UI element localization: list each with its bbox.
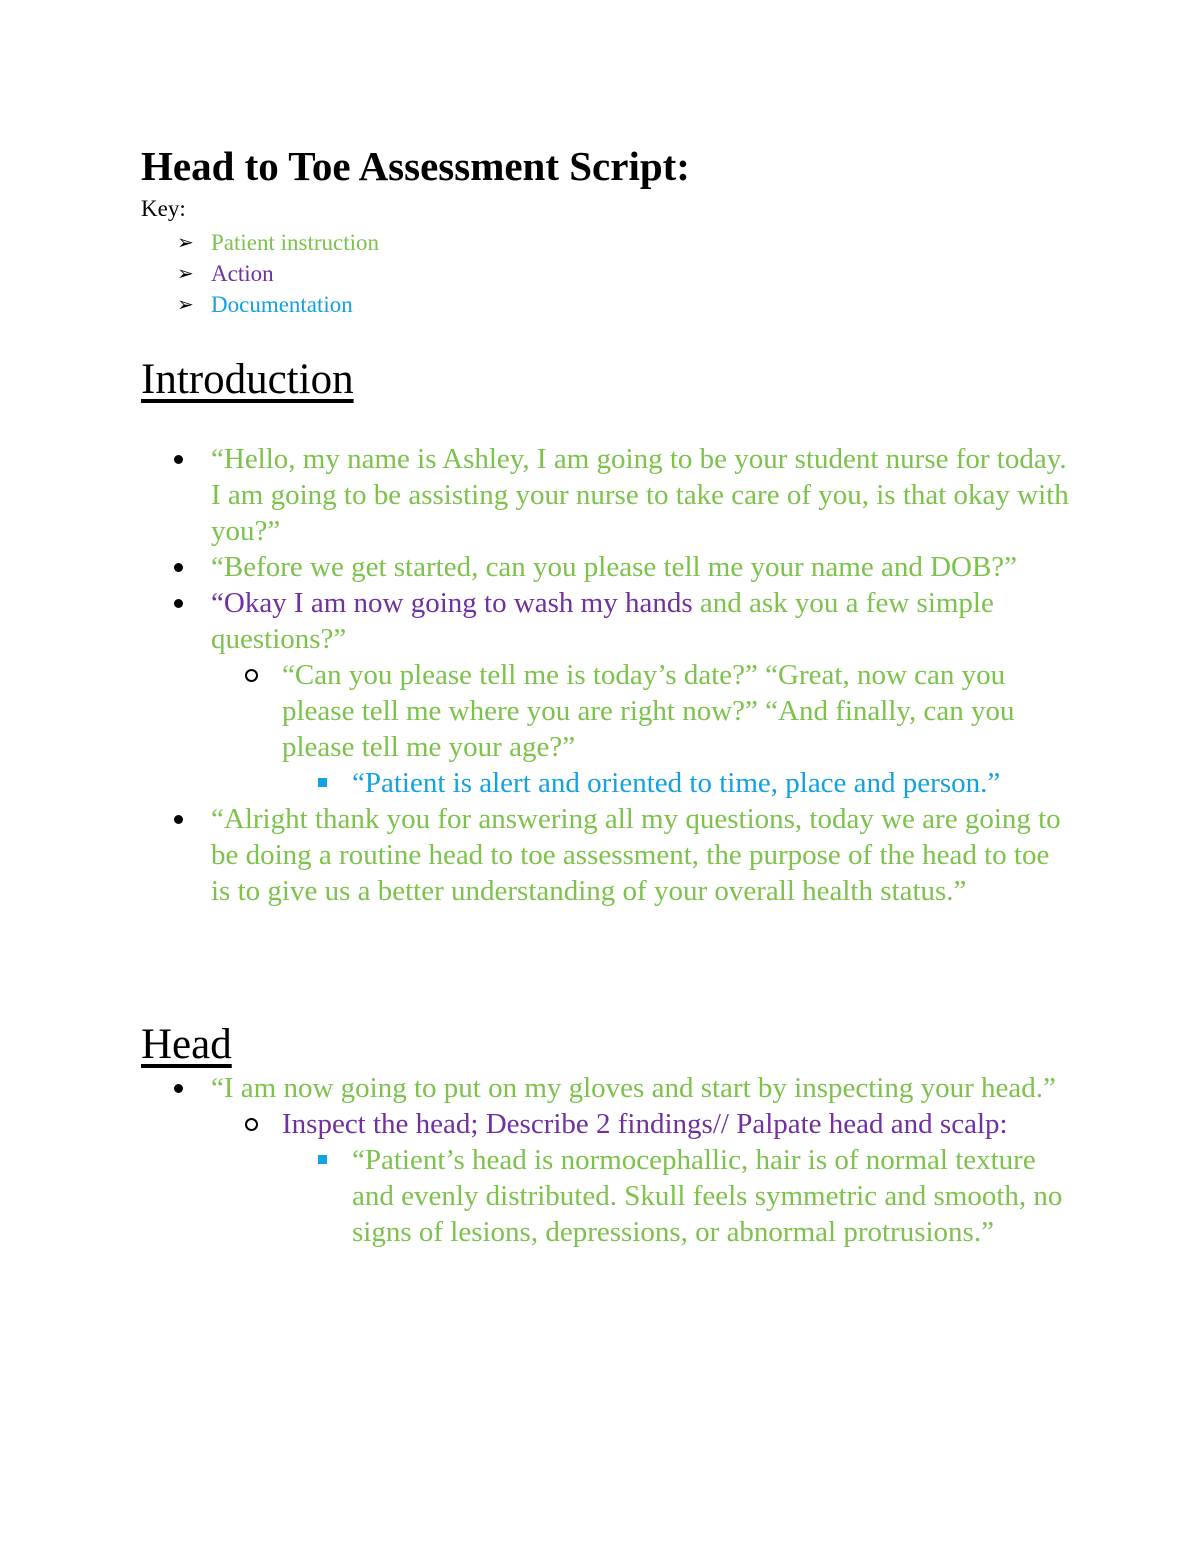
patient-instruction-text: “Can you please tell me is today’s date?” “Great, now can you please tell me where you are right now?” “And finally, can you please tell me your age?” [282, 659, 1015, 763]
key-item-label: Documentation [211, 291, 353, 317]
list-item [141, 657, 1071, 765]
patient-instruction-text: “Before we get started, can you please tell me your name and DOB?” [211, 551, 1018, 583]
page-title: Head to Toe Assessment Script: [141, 143, 690, 189]
list-item [141, 765, 1071, 801]
key-item-documentation [177, 289, 379, 320]
key-list [177, 227, 379, 320]
list-item [141, 1106, 1071, 1142]
list-item [141, 441, 1071, 549]
list-item [141, 1142, 1071, 1250]
patient-instruction-text: and ask you a few simple questions?” [211, 587, 994, 655]
arrow-bullet-icon: ➢ [177, 231, 194, 254]
bullet-dot-icon [174, 801, 183, 837]
list-item [141, 549, 1071, 585]
key-item-label: Patient instruction [211, 229, 380, 255]
bullet-dot-icon [174, 549, 183, 585]
bullet-dot-icon [174, 1070, 183, 1106]
head-list [141, 1070, 1071, 1250]
list-item [141, 585, 1071, 657]
list-item [141, 801, 1071, 909]
section-heading-introduction: Introduction [141, 356, 354, 403]
documentation-text: “Patient’s head is normocephallic, hair is of normal texture and evenly distributed. Skull feels symmetric and smooth, no signs of lesions, depressions, or abnormal protrusions.” [352, 1144, 1063, 1248]
documentation-text: “Patient is alert and oriented to time, place and person.” [352, 767, 1001, 799]
patient-instruction-text: “Hello, my name is Ashley, I am going to be your student nurse for today. I am going to be assisting your nurse to take care of you, is that okay with you?” [211, 443, 1069, 547]
introduction-list [141, 441, 1071, 909]
arrow-bullet-icon: ➢ [177, 293, 194, 316]
key-item-label: Action [211, 260, 274, 286]
key-item-action [177, 258, 379, 289]
patient-instruction-text: “Alright thank you for answering all my questions, today we are going to be doing a routine head to toe assessment, the purpose of the head to toe is to give us a better understanding of your overall health status.” [211, 803, 1061, 907]
arrow-bullet-icon: ➢ [177, 262, 194, 285]
key-label: Key: [141, 196, 186, 221]
action-text: “Okay I am now going to wash my hands [211, 587, 693, 619]
key-item-patient-instruction [177, 227, 379, 258]
bullet-square-icon [318, 1142, 327, 1178]
patient-instruction-text: “I am now going to put on my gloves and start by inspecting your head.” [211, 1072, 1056, 1104]
list-item [141, 1070, 1071, 1106]
action-text: Inspect the head; Describe 2 findings// Palpate head and scalp: [282, 1108, 1008, 1140]
bullet-ring-icon [245, 1106, 258, 1142]
bullet-dot-icon [174, 441, 183, 477]
section-heading-head: Head [141, 1021, 232, 1068]
bullet-square-icon [318, 765, 327, 801]
bullet-ring-icon [245, 657, 258, 693]
bullet-dot-icon [174, 585, 183, 621]
